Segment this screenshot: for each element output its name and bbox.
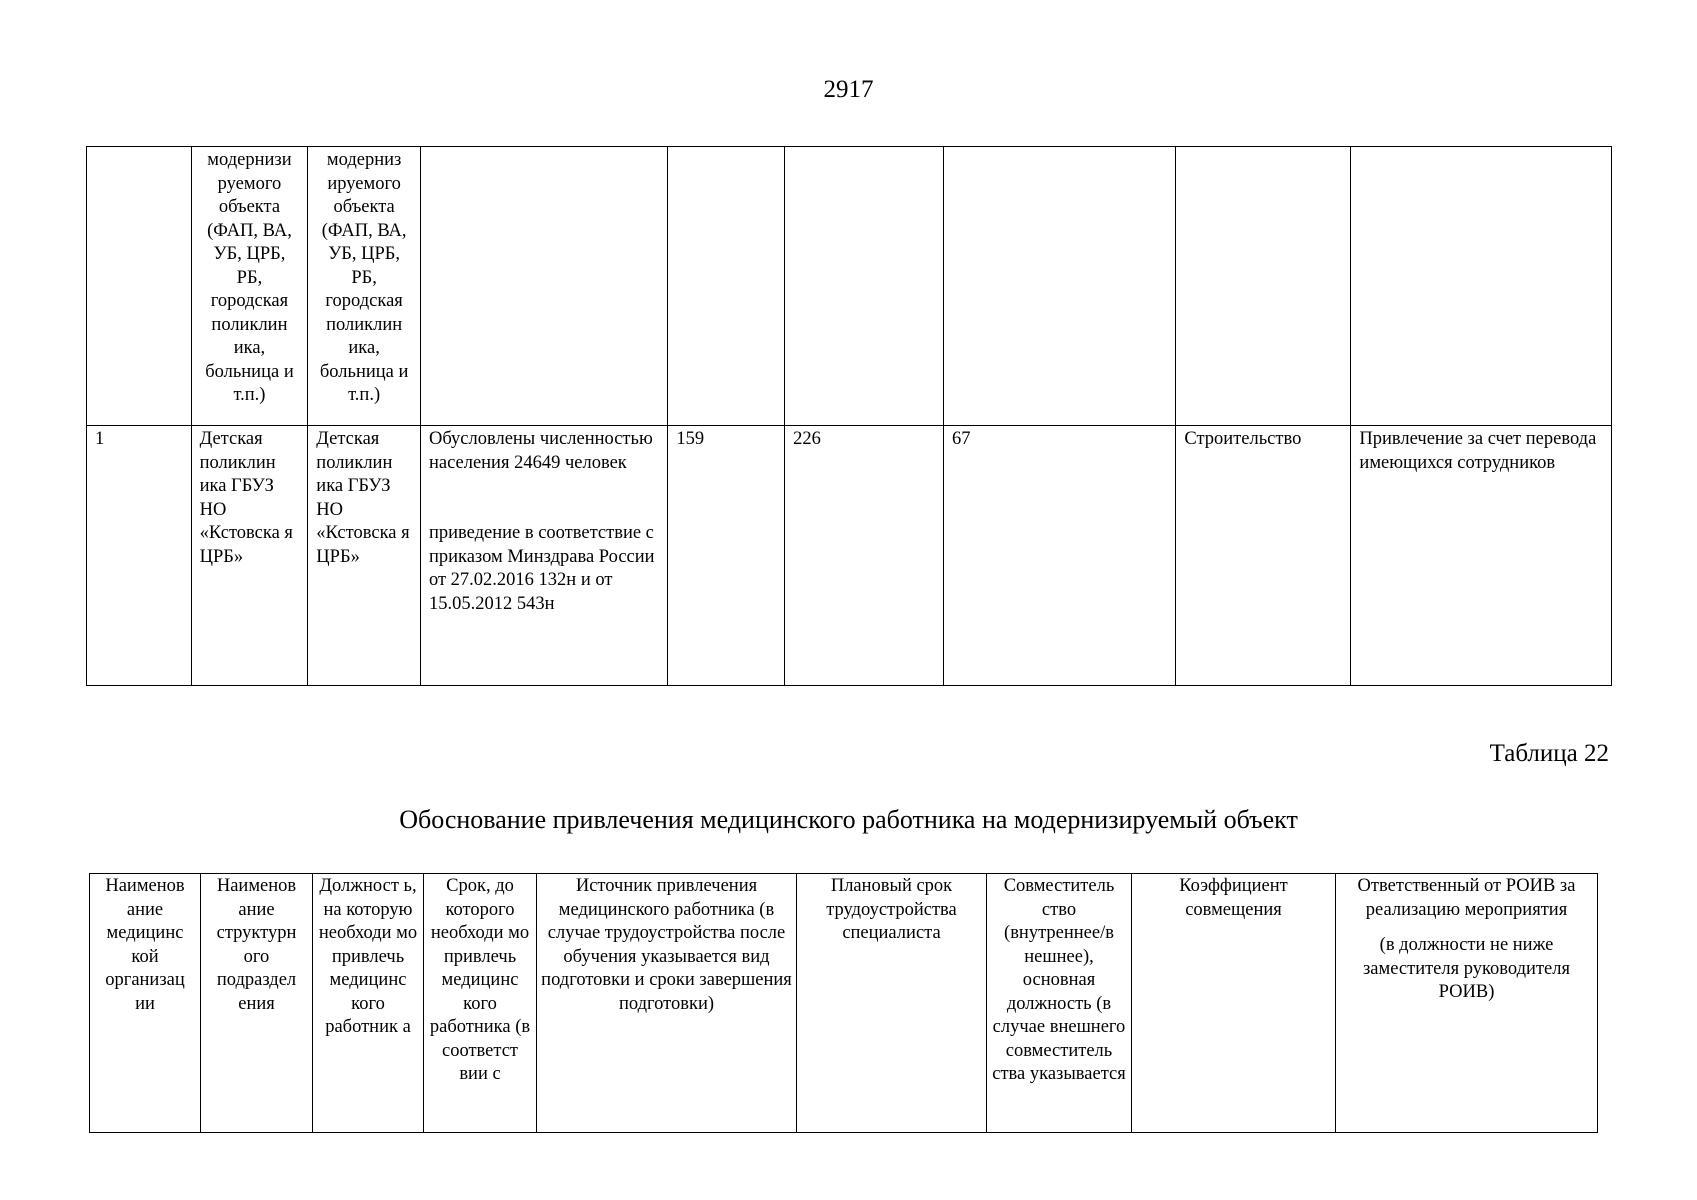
row-number: 1 — [87, 426, 192, 686]
column-header-text: (в должности не ниже заместителя руководителя РОИВ) — [1363, 935, 1570, 1002]
justification-text: приведение в соответствие с приказом Минздрава России от 27.02.2016 132н и от 15.05.2012 543н — [428, 523, 655, 614]
table-cell: модерниз ируемого объекта (ФАП, ВА, УБ, ЦРБ, РБ, городская поликлин ика, больница и т.п.) — [308, 147, 421, 426]
column-header: Плановый срок трудоустройства специалиста — [797, 874, 987, 1133]
justification-cell — [420, 426, 667, 686]
table-cell — [420, 147, 667, 426]
action-cell: Строительство — [1176, 426, 1351, 686]
column-header: Коэффициент совмещения — [1132, 874, 1336, 1133]
column-header: Наименов ание структурн ого подраздел ения — [201, 874, 313, 1133]
table-cell — [944, 147, 1176, 426]
table-row — [87, 147, 1612, 426]
column-header — [1336, 874, 1598, 1133]
table-cell: модернизи руемого объекта (ФАП, ВА, УБ, ЦРБ, РБ, городская поликлин ика, больница и т.п.) — [191, 147, 308, 426]
column-header-text: Ответственный от РОИВ за реализацию мероприятия — [1357, 876, 1576, 920]
table-cell — [668, 147, 785, 426]
table-row — [87, 426, 1612, 686]
table-header-row — [90, 874, 1598, 1133]
table-title: Обоснование привлечения медицинского работника на модернизируемый объект — [399, 805, 1298, 834]
object-name-cell: Детская поликлин ика ГБУЗ НО «Кстовска я ЦРБ» — [308, 426, 421, 686]
table-22 — [89, 873, 1598, 1133]
table-caption: Таблица 22 — [1489, 740, 1609, 767]
value-cell: 67 — [944, 426, 1176, 686]
column-header: Должност ь, на которую необходи мо привлечь медицинс кого работник а — [313, 874, 424, 1133]
table-cell — [785, 147, 944, 426]
column-header: Источник привлечения медицинского работника (в случае трудоустройства после обучения указывается вид подготовки и сроки завершения подготовки) — [537, 874, 797, 1133]
continued-table — [86, 146, 1612, 686]
staffing-cell: Привлечение за счет перевода имеющихся сотрудников — [1351, 426, 1612, 686]
justification-text: Обусловлены численностью населения 24649 человек — [428, 429, 653, 473]
table-cell — [87, 147, 192, 426]
value-cell: 159 — [668, 426, 785, 686]
table-cell — [1351, 147, 1612, 426]
column-header: Наименов ание медицинс кой организац ии — [90, 874, 201, 1133]
table-cell — [1176, 147, 1351, 426]
column-header: Срок, до которого необходи мо привлечь медицинс кого работника (в соответст вии с — [424, 874, 537, 1133]
column-header: Совместитель ство (внутреннее/в нешнее), основная должность (в случае внешнего совместитель ства указывается — [987, 874, 1132, 1133]
page-number: 2917 — [823, 76, 874, 103]
value-cell: 226 — [785, 426, 944, 686]
org-name-cell: Детская поликлин ика ГБУЗ НО «Кстовска я ЦРБ» — [191, 426, 308, 686]
